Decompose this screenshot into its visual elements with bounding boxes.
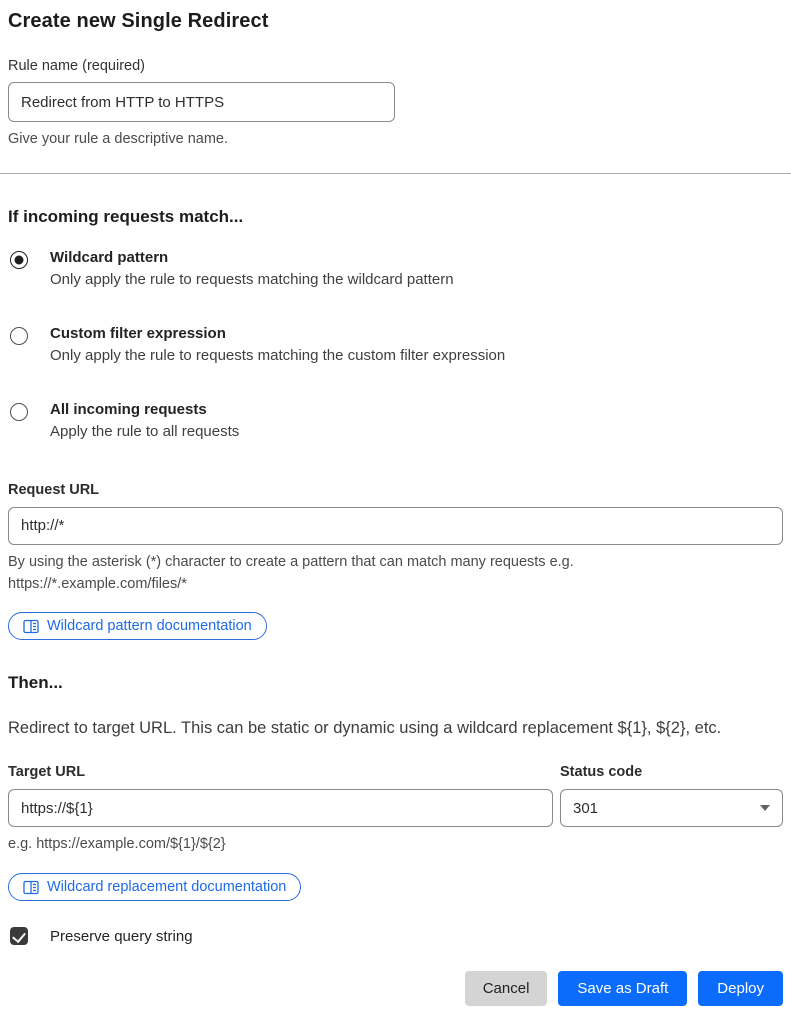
cancel-button[interactable]: Cancel [465,971,548,1006]
status-code-selected-value: 301 [573,799,599,817]
request-url-input[interactable] [8,507,783,545]
doc-button-label: Wildcard replacement documentation [47,879,287,895]
form-footer [8,971,783,1006]
then-section-heading: Then... [8,673,63,693]
radio-button-icon[interactable] [10,251,28,269]
book-icon [23,880,39,895]
radio-option-custom-filter-expression[interactable] [8,325,783,364]
page-title: Create new Single Redirect [8,10,269,32]
radio-button-icon[interactable] [10,403,28,421]
doc-button-label: Wildcard pattern documentation [47,618,252,635]
rule-name-input[interactable] [8,82,395,122]
radio-option-description: Only apply the rule to requests matching the custom filter expression [50,346,506,364]
radio-option-description: Only apply the rule to requests matching the wildcard pattern [50,270,454,288]
target-row [8,764,783,856]
radio-option-label: Wildcard pattern [50,248,169,266]
radio-option-label: Custom filter expression [50,324,226,342]
request-url-help: By using the asterisk (*) character to create a pattern that can match many requests e.g. https://*.example.com/files/* [8,553,574,592]
chevron-down-icon [760,805,770,811]
wildcard-pattern-docs-button[interactable] [8,612,267,640]
radio-option-description: Apply the rule to all requests [50,422,240,440]
target-url-input[interactable] [8,789,553,827]
checkbox-icon[interactable] [10,927,28,945]
rule-name-help: Give your rule a descriptive name. [8,131,229,147]
target-url-help: e.g. https://example.com/${1}/${2} [8,836,226,853]
save-as-draft-button[interactable]: Save as Draft [558,971,687,1006]
match-section-heading: If incoming requests match... [8,206,244,226]
then-section-description: Redirect to target URL. This can be static or dynamic using a wildcard replacement ${1}, ${2}, etc. [8,719,722,738]
status-code-label: Status code [560,764,643,781]
preserve-query-string-label: Preserve query string [50,927,193,945]
rule-name-label: Rule name (required) [8,58,146,74]
radio-option-label: All incoming requests [50,400,207,418]
deploy-button[interactable]: Deploy [698,971,783,1006]
wildcard-replacement-docs-button[interactable] [8,873,301,901]
request-url-label: Request URL [8,481,100,498]
preserve-query-string-row[interactable] [8,927,783,945]
book-icon [23,619,39,634]
radio-button-icon[interactable] [10,327,28,345]
status-code-select[interactable] [560,789,783,827]
radio-option-wildcard-pattern[interactable] [8,249,783,288]
match-type-radio-group [8,249,783,440]
target-url-label: Target URL [8,764,86,781]
section-divider [0,173,791,174]
radio-option-all-incoming-requests[interactable] [8,401,783,440]
